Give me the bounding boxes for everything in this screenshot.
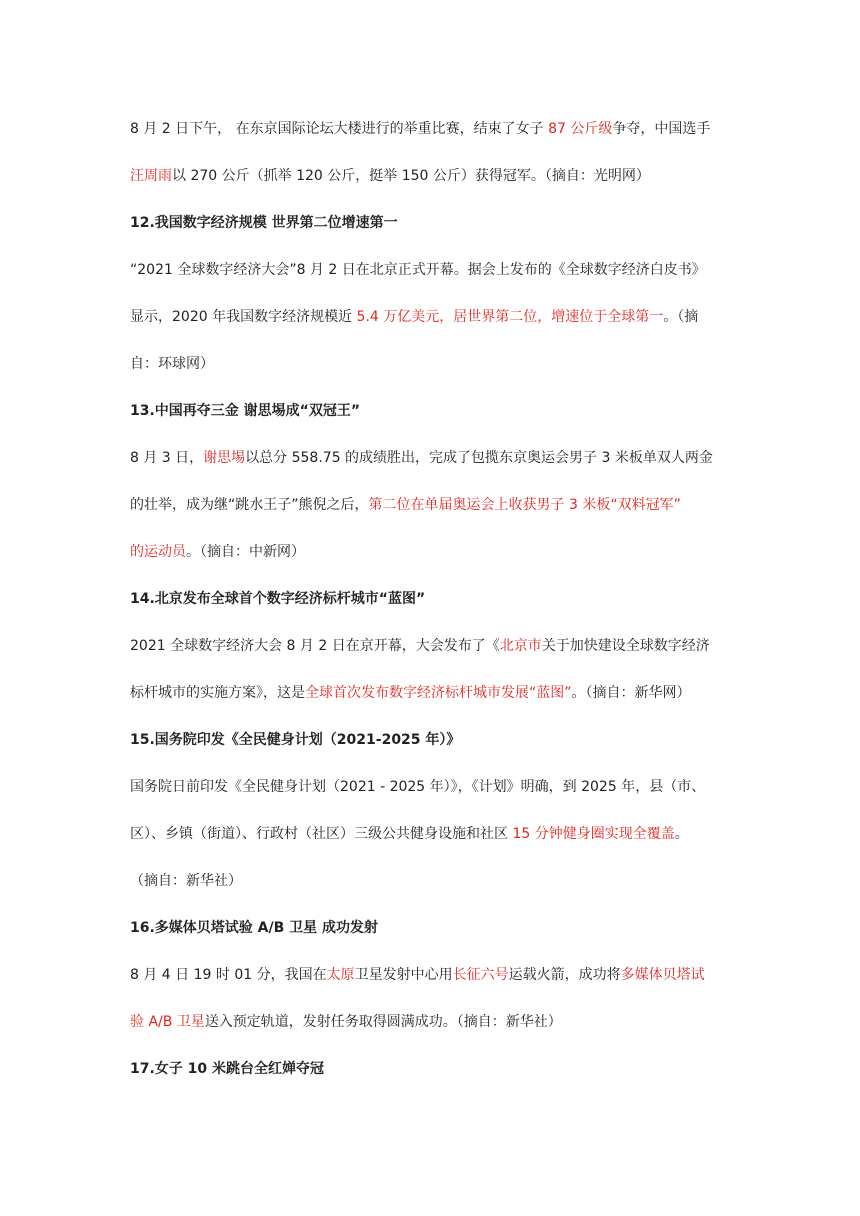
- text-segment: 送入预定轨道，发射任务取得圆满成功。（摘自：新华社）: [204, 1014, 562, 1030]
- document-page: [130, 116, 730, 1103]
- text-segment: 。: [674, 826, 689, 842]
- text-segment: 。（摘自：新华网）: [571, 685, 691, 701]
- section-heading: [130, 210, 730, 236]
- text-segment: 16.多媒体贝塔试验 A/B 卫星 成功发射: [130, 920, 379, 936]
- section-heading: [130, 1056, 730, 1082]
- paragraph-line: [130, 445, 730, 471]
- paragraph-line: [130, 868, 730, 894]
- highlighted-text: 的运动员: [130, 544, 186, 560]
- paragraph-line: [130, 304, 730, 330]
- text-segment: 区）、乡镇（街道）、行政村（社区）三级公共健身设施和社区: [130, 826, 513, 842]
- text-segment: 14.北京发布全球首个数字经济标杆城市“蓝图”: [130, 591, 426, 607]
- text-segment: 17.女子 10 米跳台全红婵夺冠: [130, 1061, 325, 1077]
- highlighted-text: 汪周雨: [130, 168, 172, 184]
- text-segment: 。（摘自：中新网）: [186, 544, 305, 560]
- text-segment: 争夺，中国选手: [612, 121, 711, 137]
- text-segment: 以总分 558.75 的成绩胜出，完成了包揽东京奥运会男子 3 米板单双人两金: [245, 450, 713, 466]
- highlighted-text: 验 A/B 卫星: [130, 1014, 205, 1030]
- paragraph-line: [130, 962, 730, 988]
- section-heading: [130, 915, 730, 941]
- text-segment: 13.中国再夺三金 谢思埸成“双冠王”: [130, 403, 361, 419]
- paragraph-line: [130, 680, 730, 706]
- paragraph-line: [130, 1009, 730, 1035]
- paragraph-line: [130, 116, 730, 142]
- text-segment: 关于加快建设全球数字经济: [541, 638, 710, 654]
- text-segment: 8 月 4 日 19 时 01 分，我国在: [130, 967, 327, 983]
- paragraph-line: [130, 257, 730, 283]
- text-segment: 国务院日前印发《全民健身计划（2021 - 2025 年）》，《计划》明确，到 2025 年，县（市、: [130, 779, 706, 795]
- text-segment: 的壮举，成为继“跳水王子”熊倪之后，: [130, 497, 369, 513]
- highlighted-text: 5.4 万亿美元，居世界第二位，增速位于全球第一: [356, 309, 664, 325]
- text-segment: 自：环球网）: [130, 356, 214, 372]
- text-segment: 标杆城市的实施方案》，这是: [130, 685, 305, 701]
- text-segment: （摘自：新华社）: [130, 873, 242, 889]
- highlighted-text: 15 分钟健身圈实现全覆盖: [512, 826, 675, 842]
- section-heading: [130, 727, 730, 753]
- paragraph-line: [130, 821, 730, 847]
- section-heading: [130, 398, 730, 424]
- text-segment: 卫星发射中心用: [354, 967, 453, 983]
- highlighted-text: 北京市: [499, 638, 542, 654]
- paragraph-line: [130, 774, 730, 800]
- text-segment: “2021 全球数字经济大会”8 月 2 日在北京正式开幕。据会上发布的《全球数字经济白皮书》: [130, 262, 706, 278]
- text-segment: 以 270 公斤（抓举 120 公斤，挺举 150 公斤）获得冠军。（摘自：光明网）: [172, 168, 650, 184]
- text-segment: 12.我国数字经济规模 世界第二位增速第一: [130, 215, 398, 231]
- text-segment: 2021 全球数字经济大会 8 月 2 日在京开幕，大会发布了《: [130, 638, 500, 654]
- paragraph-line: [130, 492, 730, 518]
- paragraph-line: [130, 633, 730, 659]
- text-segment: 8 月 3 日，: [130, 450, 204, 466]
- paragraph-line: [130, 163, 730, 189]
- section-heading: [130, 586, 730, 612]
- highlighted-text: 87 公斤级: [548, 121, 613, 137]
- highlighted-text: 第二位在单届奥运会上收获男子 3 米板“双料冠军”: [368, 497, 681, 513]
- text-segment: 。（摘: [663, 309, 699, 325]
- highlighted-text: 长征六号: [452, 967, 509, 983]
- highlighted-text: 多媒体贝塔试: [620, 967, 705, 983]
- text-segment: 显示，2020 年我国数字经济规模近: [130, 309, 357, 325]
- paragraph-line: [130, 539, 730, 565]
- highlighted-text: 太原: [326, 967, 355, 983]
- paragraph-line: [130, 351, 730, 377]
- text-segment: 运载火箭，成功将: [508, 967, 621, 983]
- highlighted-text: 全球首次发布数字经济标杆城市发展“蓝图”: [305, 685, 572, 701]
- highlighted-text: 谢思埸: [203, 450, 246, 466]
- text-segment: 8 月 2 日下午， 在东京国际论坛大楼进行的举重比赛，结束了女子: [130, 121, 549, 137]
- text-segment: 15.国务院印发《全民健身计划（2021-2025 年）》: [130, 732, 461, 748]
